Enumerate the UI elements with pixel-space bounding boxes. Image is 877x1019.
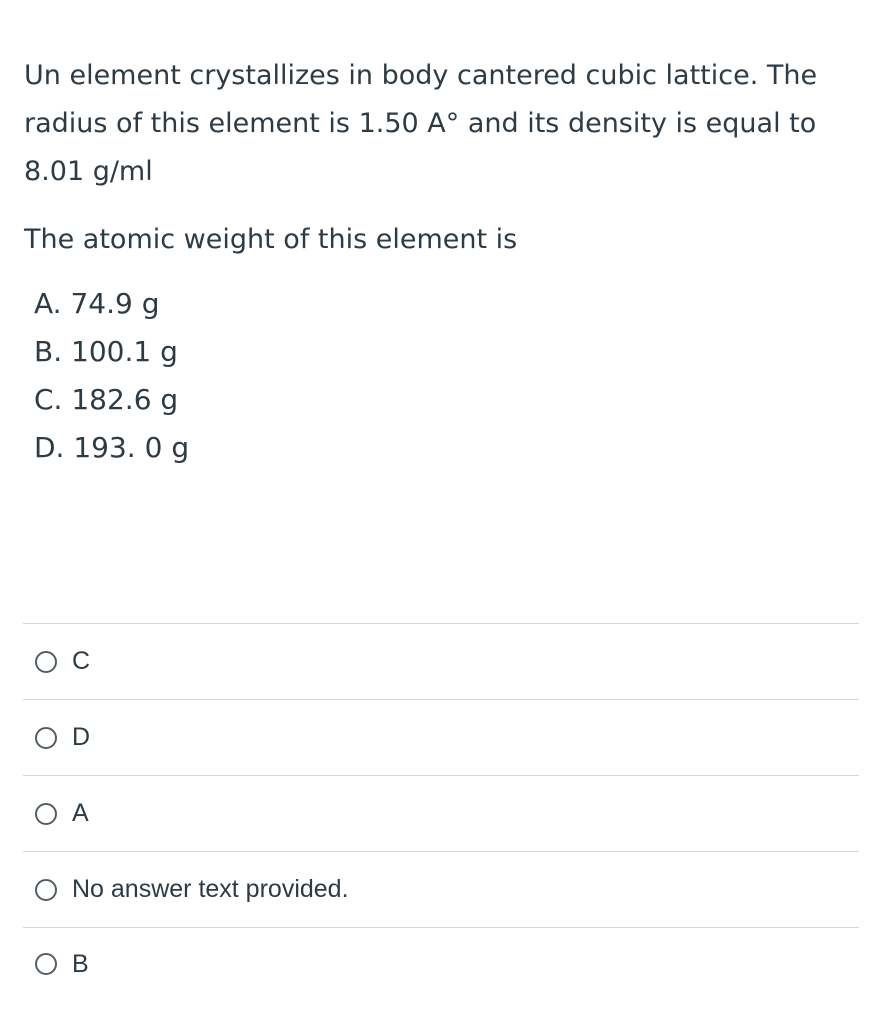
- answer-label: B: [72, 949, 89, 978]
- radio-button[interactable]: [35, 879, 57, 901]
- answer-choice-no-text[interactable]: [23, 851, 859, 927]
- radio-button[interactable]: [35, 727, 57, 749]
- question-text: Un element crystallizes in body cantered cubic lattice. The radius of this element is 1.50 A° and its density is equal to 8.01 g/ml: [24, 60, 818, 187]
- question-block: [0, 0, 877, 472]
- answer-label: A: [72, 799, 89, 827]
- option-b: B. 100.1 g: [34, 335, 178, 368]
- radio-button[interactable]: [35, 953, 57, 975]
- option-c: C. 182.6 g: [34, 383, 179, 416]
- answer-choice-c[interactable]: [23, 623, 859, 699]
- option-d: D. 193. 0 g: [34, 431, 190, 464]
- answer-choices: [23, 623, 859, 1000]
- answer-label: No answer text provided.: [72, 875, 349, 903]
- answer-choice-b[interactable]: [23, 927, 859, 1000]
- radio-button[interactable]: [35, 651, 57, 673]
- option-a: A. 74.9 g: [34, 287, 160, 320]
- answer-label: C: [72, 647, 91, 675]
- answer-choice-d[interactable]: [23, 699, 859, 775]
- option-list: [24, 280, 853, 472]
- radio-button[interactable]: [35, 803, 57, 825]
- question-stem: [24, 52, 853, 264]
- answer-label: D: [72, 723, 91, 751]
- answer-choice-a[interactable]: [23, 775, 859, 851]
- question-prompt: The atomic weight of this element is: [24, 224, 518, 255]
